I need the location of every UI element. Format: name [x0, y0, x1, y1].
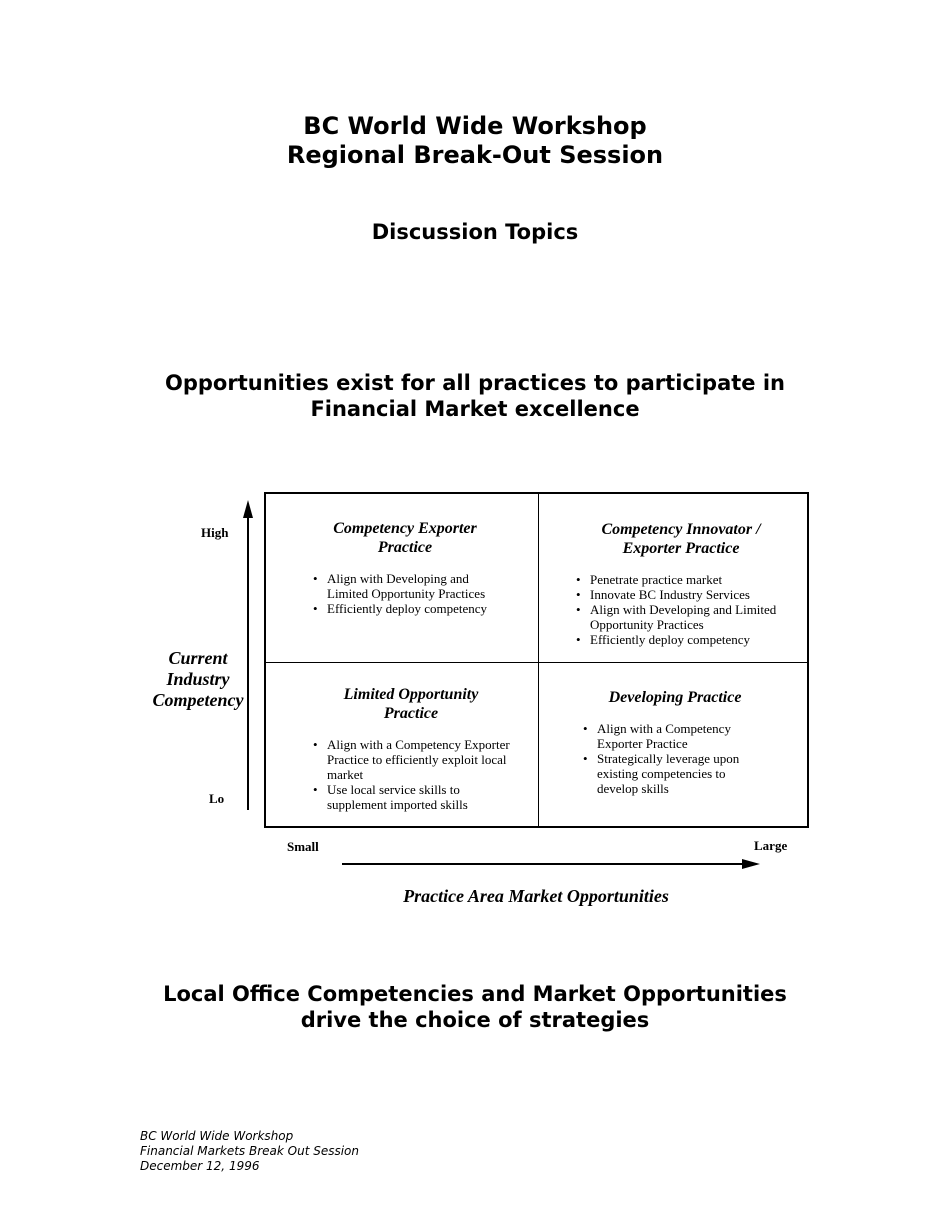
headline-line1: Opportunities exist for all practices to participate in [165, 371, 785, 395]
list-item: • Strategically leverage upon existing competencies to develop skills [583, 751, 763, 796]
y-axis-high-label: High [201, 525, 229, 540]
y-axis-title-line1: Current [168, 648, 228, 668]
page-footer [140, 1129, 359, 1174]
y-axis-title-line2: Industry [166, 669, 230, 689]
quadrant-bullet-list [313, 737, 513, 812]
quadrant-bullet-list [313, 571, 513, 616]
quadrant-bullet-list [583, 721, 763, 796]
x-axis-small-label: Small [287, 839, 319, 854]
x-axis-title: Practice Area Market Opportunities [403, 886, 669, 906]
quadrant-title [304, 685, 518, 723]
conclusion-line1: Local Office Competencies and Market Opportunities [163, 982, 787, 1006]
list-item: • Innovate BC Industry Services [576, 587, 796, 602]
quadrant-title-line1: Competency Innovator / [601, 521, 761, 538]
list-item: • Align with Developing and Limited Opportunity Practices [313, 571, 513, 601]
headline-line2: Financial Market excellence [310, 397, 640, 421]
x-axis-large-label: Large [754, 838, 788, 853]
list-item: • Align with a Competency Exporter Practice to efficiently exploit local market [313, 737, 513, 782]
document-title-line1: BC World Wide Workshop [303, 112, 647, 140]
footer-line1: BC World Wide Workshop [140, 1129, 294, 1143]
quadrant-title [565, 520, 797, 558]
footer-line2: Financial Markets Break Out Session [140, 1144, 359, 1158]
conclusion-statement [0, 981, 950, 1033]
document-title [0, 112, 950, 170]
y-axis-title [143, 648, 253, 711]
quadrant-title-line1: Limited Opportunity [343, 686, 479, 703]
quadrant-title [573, 688, 777, 707]
list-item: • Efficiently deploy competency [576, 632, 796, 647]
quadrant-title-line1: Developing Practice [608, 689, 742, 706]
conclusion-line2: drive the choice of strategies [300, 1008, 650, 1032]
quadrant-title [294, 519, 516, 557]
quadrant-title-line2: Practice [383, 705, 439, 722]
quadrant-title-line1: Competency Exporter [333, 520, 477, 537]
quadrant-title-line2: Exporter Practice [622, 540, 740, 557]
matrix-horizontal-divider [266, 662, 807, 663]
list-item: • Use local service skills to supplement imported skills [313, 782, 513, 812]
list-item: • Penetrate practice market [576, 572, 796, 587]
section-headline [0, 370, 950, 422]
document-subtitle: Discussion Topics [371, 220, 579, 244]
matrix-vertical-divider [538, 494, 539, 826]
quadrant-title-line2: Practice [377, 539, 433, 556]
y-axis-title-line3: Competency [152, 690, 244, 710]
list-item: • Align with a Competency Exporter Practice [583, 721, 763, 751]
document-title-line2: Regional Break-Out Session [286, 141, 664, 169]
list-item: • Align with Developing and Limited Opportunity Practices [576, 602, 796, 632]
list-item: • Efficiently deploy competency [313, 601, 513, 616]
y-axis-low-label: Lo [209, 791, 225, 806]
x-axis-arrow [340, 856, 764, 872]
footer-date: December 12, 1996 [140, 1159, 260, 1173]
quadrant-bullet-list [576, 572, 796, 647]
